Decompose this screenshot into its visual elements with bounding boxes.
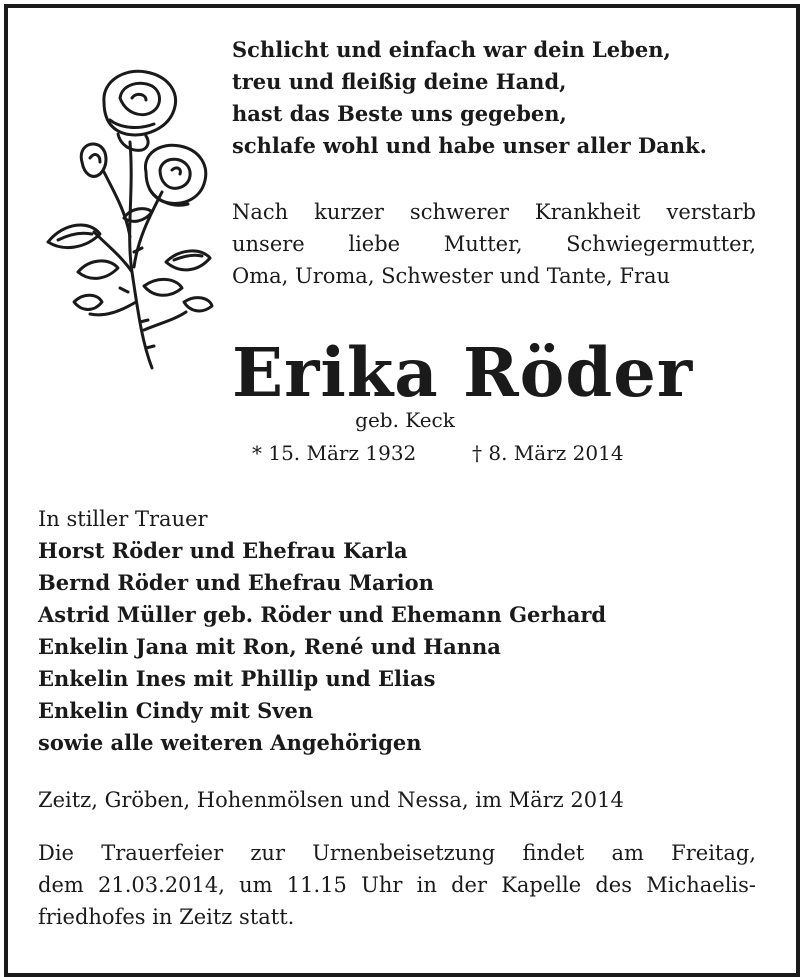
place-and-date: Zeitz, Gröben, Hohenmölsen und Nessa, im März 2014 [38, 788, 624, 812]
service-line: friedhofes in Zeitz statt. [38, 905, 295, 929]
announcement-line: unsere liebe Mutter, Schwiegermutter, [232, 232, 756, 256]
mourner-entry: Enkelin Ines mit Phillip und Elias [38, 666, 436, 691]
mourner-entry: Enkelin Jana mit Ron, René und Hanna [38, 634, 501, 659]
poem-line: hast das Beste uns gegeben, [232, 101, 567, 126]
mourner-entry: Bernd Röder und Ehefrau Marion [38, 570, 434, 595]
poem [232, 34, 772, 162]
poem-line: Schlicht und einfach war dein Leben, [232, 37, 671, 62]
mourner-entry: Horst Röder und Ehefrau Karla [38, 538, 408, 563]
rose-icon [34, 62, 224, 382]
announcement-line: Nach kurzer schwerer Krankheit verstarb [232, 200, 756, 224]
mourners-intro: In stiller Trauer [38, 507, 208, 531]
funeral-service-info [38, 837, 756, 933]
announcement-text [232, 196, 756, 292]
service-line: Die Trauerfeier zur Urnenbeisetzung findet am Freitag, [38, 841, 756, 865]
mourner-entry: Enkelin Cindy mit Sven [38, 698, 314, 723]
poem-line: schlafe wohl und habe unser aller Dank. [232, 133, 707, 158]
poem-line: treu und fleißig deine Hand, [232, 69, 567, 94]
mourner-entry: sowie alle weiteren Angehörigen [38, 730, 422, 755]
maiden-name: geb. Keck [355, 408, 455, 432]
announcement-line: Oma, Uroma, Schwester und Tante, Frau [232, 264, 671, 288]
birth-date: * 15. März 1932 [252, 441, 417, 465]
service-line: dem 21.03.2014, um 11.15 Uhr in der Kapelle des Michaelis- [38, 873, 756, 897]
death-date: † 8. März 2014 [472, 441, 624, 465]
mourners-list [38, 503, 758, 759]
deceased-name: Erika Röder [232, 333, 694, 412]
mourner-entry: Astrid Müller geb. Röder und Ehemann Gerhard [38, 602, 607, 627]
